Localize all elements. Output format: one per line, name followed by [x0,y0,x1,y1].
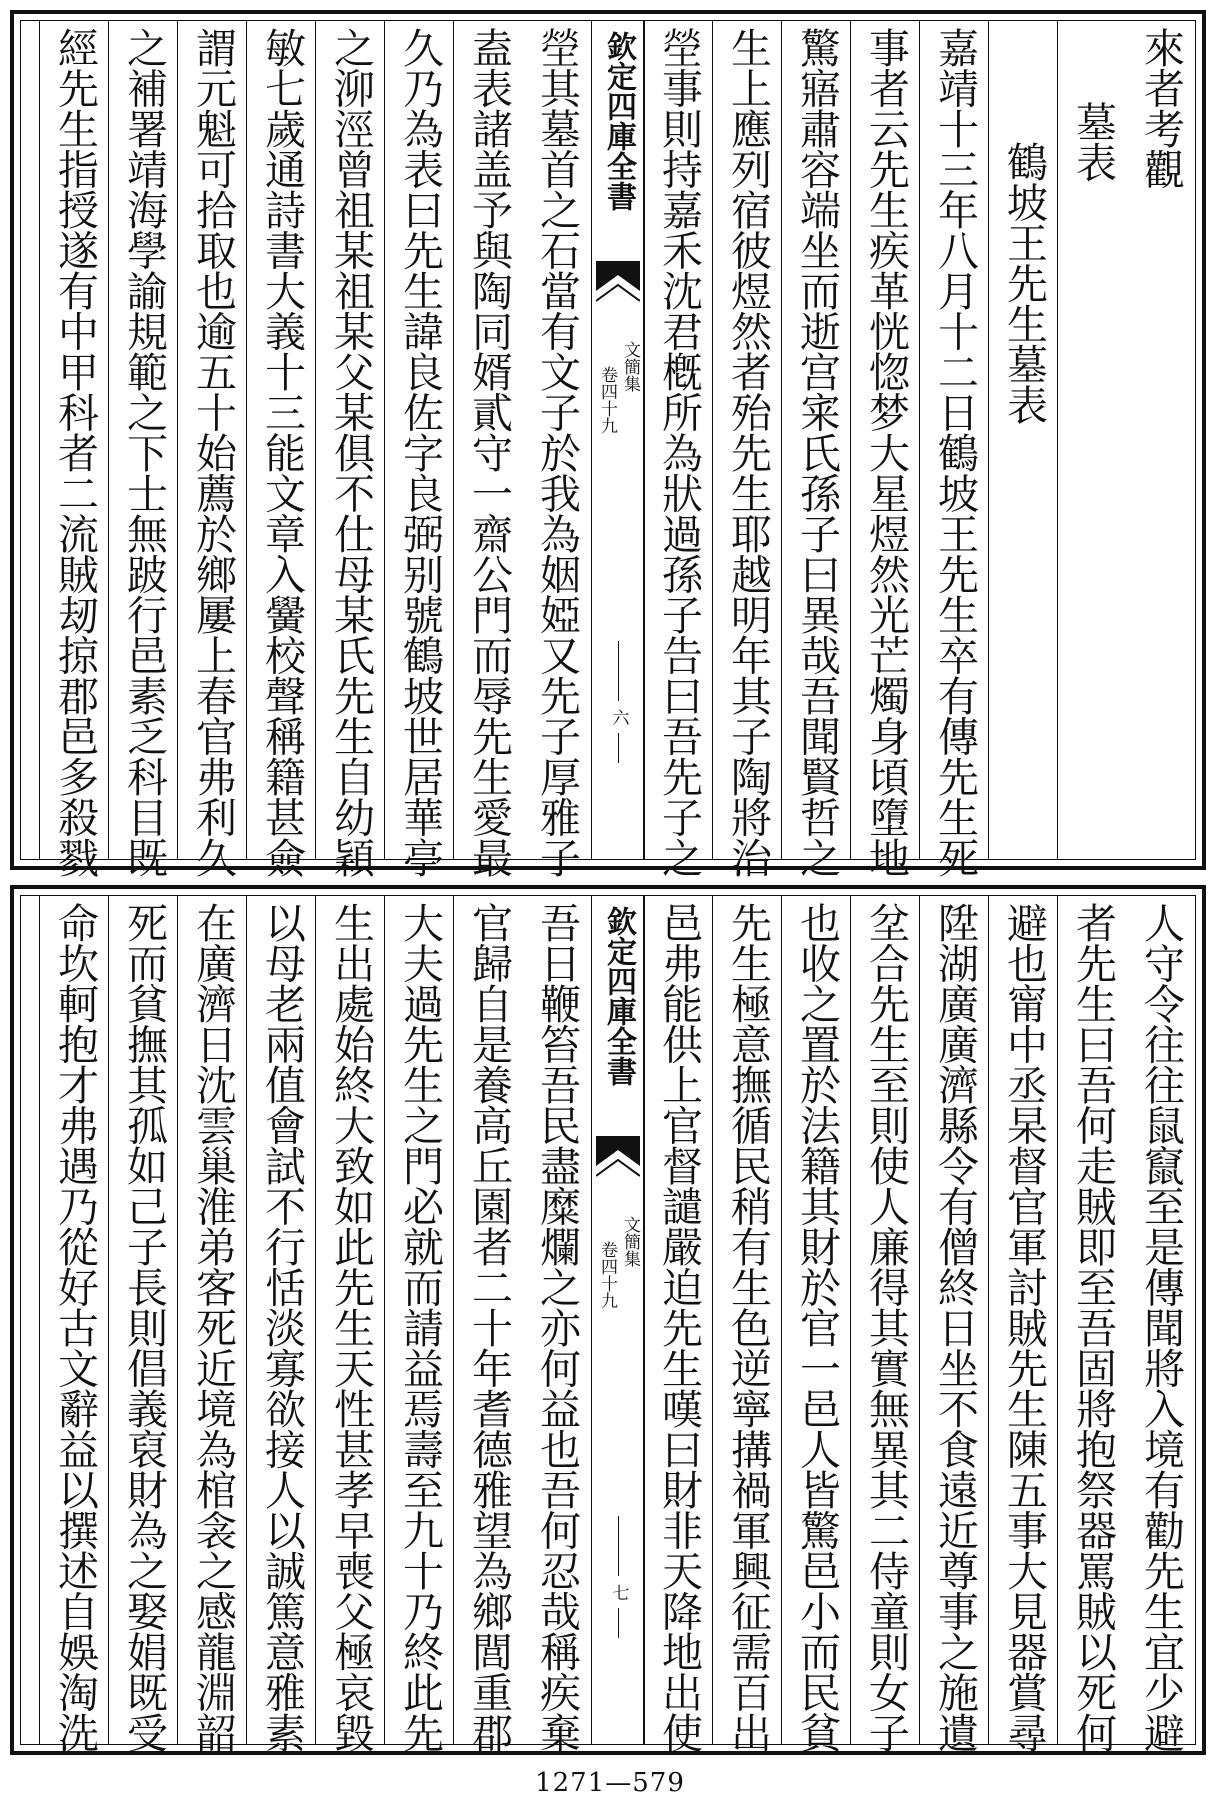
text-column [39,21,109,878]
text-column [1126,896,1195,1753]
text-column [781,896,851,1753]
page-number: 1271—579 [535,1768,685,1798]
book-title: 文簡集 [620,1216,640,1267]
text-column [453,896,523,1753]
gutter-rule [618,641,619,701]
column-text: 先生極意撫循民稍有生色逆寧搆禍軍興征需百出 [724,902,772,1753]
text-column [522,21,591,878]
column-text: 也收之置於法籍其財於官一邑人皆驚邑小而民貧 [793,902,841,1753]
text-column [1126,21,1195,859]
column-text: 生出處始終大致如此先生天性甚孝早喪父極哀毀 [327,902,375,1753]
column-text: 者先生曰吾何走賊即至吾固將抱祭器罵賊以死何 [1069,902,1117,1753]
text-column [712,21,782,878]
article-title: 鶴坡王先生墓表 [1000,141,1048,425]
text-column [919,21,989,878]
column-text: 大夫過先生之門必就而請益焉壽至九十乃終此先 [396,902,444,1753]
text-column [453,21,523,878]
column-text: 避也甯中丞杲督官軍討賊先生陳五事大見器賞尋 [1000,902,1048,1753]
column-text: 官歸自是養高丘園者二十年耆德雅望為鄉閭重郡 [465,902,513,1753]
text-column [315,21,385,878]
page-frame [20,895,1196,1753]
text-column [643,896,713,1753]
gutter-rule [618,1516,619,1576]
column-text: 事者云先生疾革恍惚梦大星煜然光芒燭身頃墮地 [862,27,910,878]
text-column [1057,896,1127,1753]
column-text: 經先生指授遂有中甲科者二流賊刼掠郡邑多殺戮 [51,27,99,878]
text-column [246,21,316,878]
book-page-top [10,10,1206,878]
text-column [315,896,385,1753]
text-column [988,21,1058,859]
text-column [1057,21,1127,859]
section-heading: 墓表 [1069,101,1117,182]
column-text: 生上應列宿彼煜然者殆先生耶越明年其子陶將治 [724,27,772,878]
text-column [988,896,1058,1753]
text-column [712,896,782,1753]
text-column [384,21,454,878]
column-text: 塋事則持嘉禾沈君槪所為狀過孫子告曰吾先子之 [655,27,703,878]
column-text: 塋其墓首之石當有文子於我為姻婭又先子厚雅子 [533,27,581,878]
column-text: 死而貧撫其孤如己子長則倡義裒財為之娶娟既受 [120,902,168,1753]
text-column [177,896,247,1753]
text-column [246,896,316,1753]
book-page-bottom [10,885,1206,1755]
column-text: 謂元魁可拾取也逾五十始薦於鄉屢上春官弗利久 [189,27,237,878]
column-text: 陞湖廣廣濟縣令有僧終日坐不食遠近尊事之施遺 [931,902,979,1753]
collection-title: 欽定四庫全書 [601,31,636,211]
column-text: 之補署靖海學諭規範之下士無跛行邑素乏科目既 [120,27,168,878]
text-column [522,896,591,1753]
column-text: 嘉靖十三年八月十二日鶴坡王先生卒有傳先生死 [931,27,979,878]
volume-label: 卷四十九 [597,366,617,434]
page-frame [20,20,1196,878]
collection-title: 欽定四庫全書 [601,906,636,1086]
text-column [108,21,178,878]
gutter-rule [618,733,619,763]
column-text: 坌合先生至則使人廉得其實無異其二侍童則女子 [862,902,910,1753]
text-column [384,896,454,1753]
column-text: 命坎軻抱才弗遇乃從好古文辭益以撰述自娛淘洗 [51,902,99,1753]
column-text: 盍表諸盖予與陶同婿貳守一齋公門而辱先生愛最 [465,27,513,878]
column-text: 在廣濟日沈雲巢淮弟客死近境為棺衾之感龍淵韶 [189,902,237,1753]
text-column [850,21,920,878]
folio-number: 七 [608,1584,629,1601]
text-column [850,896,920,1753]
column-text: 吾日鞭笞吾民盡糜爛之亦何益也吾何忍哉稱疾棄 [533,902,581,1753]
column-text: 人守令往往鼠竄至是傳聞將入境有勸先生宜少避 [1137,902,1185,1753]
gutter-rule [618,1608,619,1638]
column-text: 久乃為表曰先生諱良佐字良弼别號鶴坡世居華亭 [396,27,444,878]
center-gutter [591,21,645,859]
text-column [643,21,713,878]
folio-number: 六 [608,709,629,726]
book-title: 文簡集 [620,341,640,392]
fishtail-mark-icon [596,1136,640,1184]
center-gutter [591,896,645,1744]
column-text: 來者考觀 [1137,27,1185,189]
volume-label: 卷四十九 [597,1241,617,1309]
column-text: 之泖涇曾祖某祖某父某俱不仕母某氏先生自幼穎 [327,27,375,878]
column-text: 敏七歲通詩書大義十三能文章入黌校聲稱籍甚僉 [258,27,306,878]
column-text: 以母老兩值會試不行恬淡寡欲接人以誠篤意雅素 [258,902,306,1753]
fishtail-mark-icon [596,261,640,309]
text-column [177,21,247,878]
text-column [39,896,109,1753]
text-column [108,896,178,1753]
text-column [781,21,851,878]
column-text: 驚寤肅容端坐而逝宫宷氏孫子曰異哉吾聞賢哲之 [793,27,841,878]
column-text: 邑弗能供上官督譴嚴迫先生嘆曰財非天降地出使 [655,902,703,1753]
text-column [919,896,989,1753]
